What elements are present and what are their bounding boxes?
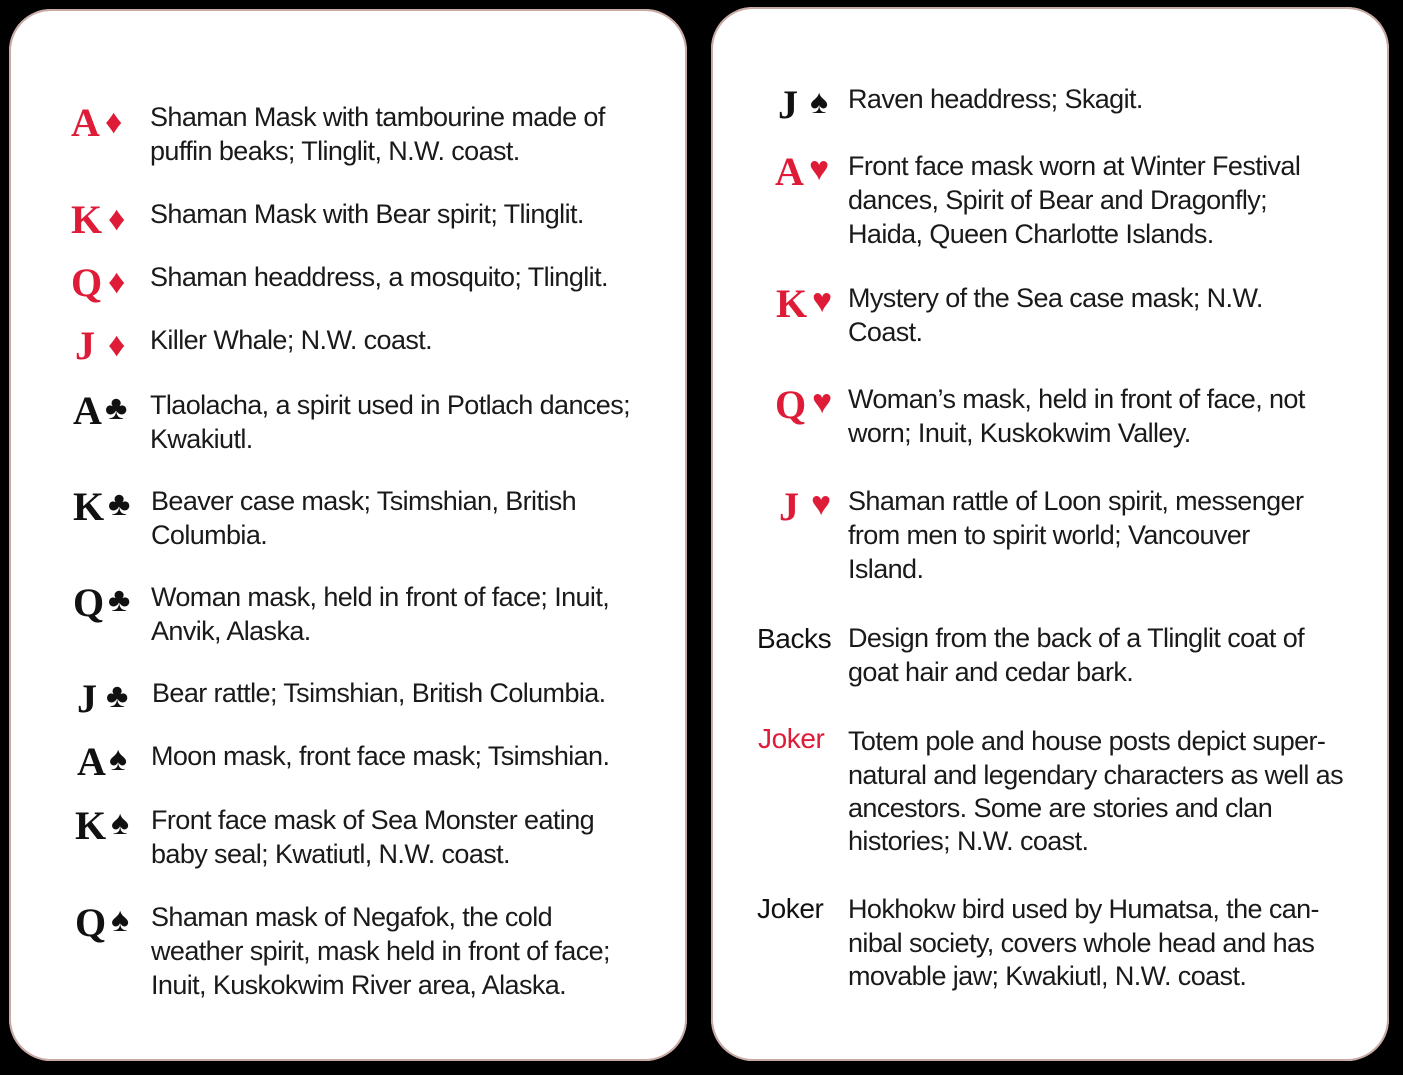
rank-label: K — [73, 484, 104, 529]
description-line: weather spirit, mask held in front of face; — [151, 936, 610, 966]
spade-icon: ♠ — [111, 804, 130, 842]
description-line: Front face mask worn at Winter Festival — [848, 151, 1301, 181]
rank-label: J — [77, 676, 96, 721]
diamond-icon: ♦ — [108, 326, 126, 364]
description-line: Shaman rattle of Loon spirit, messenger — [848, 486, 1304, 516]
backs-label: Backs — [757, 623, 832, 654]
description-line: Inuit, Kuskokwim River area, Alaska. — [151, 970, 567, 1000]
rank-label: A — [73, 388, 101, 433]
description-line: histories; N.W. coast. — [848, 826, 1089, 856]
club-icon: ♣ — [105, 389, 128, 427]
rank-label: A — [775, 149, 803, 194]
right-card — [711, 7, 1389, 1061]
club-icon: ♣ — [106, 677, 129, 715]
description-line: baby seal; Kwatiutl, N.W. coast. — [151, 839, 510, 869]
diamond-icon: ♦ — [108, 263, 126, 301]
description-line: Woman’s mask, held in front of face, not — [848, 384, 1305, 414]
rank-label: Q — [73, 580, 104, 625]
description-line: Shaman headdress, a mosquito; Tlinglit. — [150, 262, 608, 292]
rank-label: J — [779, 484, 798, 529]
description-line: Haida, Queen Charlotte Islands. — [848, 219, 1214, 249]
description-line: Shaman Mask with Bear spirit; Tlinglit. — [150, 199, 584, 229]
rank-label: A — [77, 739, 105, 784]
rank-label: Q — [71, 260, 102, 305]
rank-label: J — [778, 82, 797, 127]
description-line: ancestors. Some are stories and clan — [848, 793, 1273, 823]
description-line: Mystery of the Sea case mask; N.W. — [848, 283, 1263, 313]
description-line: Columbia. — [151, 520, 268, 550]
heart-icon: ♥ — [812, 383, 833, 421]
joker-label: Joker — [758, 723, 825, 754]
description-line: Killer Whale; N.W. coast. — [150, 325, 433, 355]
rank-label: Q — [75, 900, 106, 945]
diamond-icon: ♦ — [108, 200, 126, 238]
heart-icon: ♥ — [811, 485, 832, 523]
joker-label: Joker — [757, 893, 824, 924]
heart-icon: ♥ — [809, 150, 830, 188]
description-line: Anvik, Alaska. — [151, 616, 311, 646]
rank-label: J — [75, 323, 94, 368]
rank-label: K — [776, 281, 807, 326]
description-line: natural and legendary characters as well as — [848, 760, 1343, 790]
description-line: Bear rattle; Tsimshian, British Columbia. — [152, 678, 606, 708]
rank-label: K — [75, 803, 106, 848]
description-line: Kwakiutl. — [150, 424, 253, 454]
description-line: Moon mask, front face mask; Tsimshian. — [151, 741, 610, 771]
diamond-icon: ♦ — [105, 103, 123, 141]
spade-icon: ♠ — [111, 901, 130, 939]
description-line: from men to spirit world; Vancouver — [848, 520, 1250, 550]
description-line: puffin beaks; Tlinglit, N.W. coast. — [150, 136, 520, 166]
rank-label: A — [71, 100, 99, 145]
description-line: Totem pole and house posts depict super- — [848, 726, 1326, 756]
description-line: dances, Spirit of Bear and Dragonfly; — [848, 185, 1268, 215]
description-line: movable jaw; Kwakiutl, N.W. coast. — [848, 961, 1247, 991]
description-line: worn; Inuit, Kuskokwim Valley. — [848, 418, 1191, 448]
description-line: Island. — [848, 554, 924, 584]
description-line: Raven headdress; Skagit. — [848, 84, 1143, 114]
description-line: Shaman Mask with tambourine made of — [150, 102, 605, 132]
club-icon: ♣ — [108, 581, 131, 619]
spade-icon: ♠ — [810, 83, 829, 121]
rank-label: Q — [775, 382, 806, 427]
club-icon: ♣ — [108, 485, 131, 523]
description-line: Shaman mask of Negafok, the cold — [151, 902, 553, 932]
description-line: nibal society, covers whole head and has — [848, 928, 1315, 958]
description-line: goat hair and cedar bark. — [848, 657, 1134, 687]
description-line: Coast. — [848, 317, 923, 347]
description-line: Design from the back of a Tlinglit coat of — [848, 623, 1305, 653]
spade-icon: ♠ — [109, 740, 128, 778]
rank-label: K — [71, 197, 102, 242]
description-line: Tlaolacha, a spirit used in Potlach dances; — [150, 390, 630, 420]
heart-icon: ♥ — [812, 282, 833, 320]
left-card — [9, 9, 687, 1061]
description-line: Hokhokw bird used by Humatsa, the can- — [848, 894, 1319, 924]
description-line: Beaver case mask; Tsimshian, British — [151, 486, 577, 516]
description-line: Front face mask of Sea Monster eating — [151, 805, 595, 835]
description-line: Woman mask, held in front of face; Inuit, — [151, 582, 610, 612]
